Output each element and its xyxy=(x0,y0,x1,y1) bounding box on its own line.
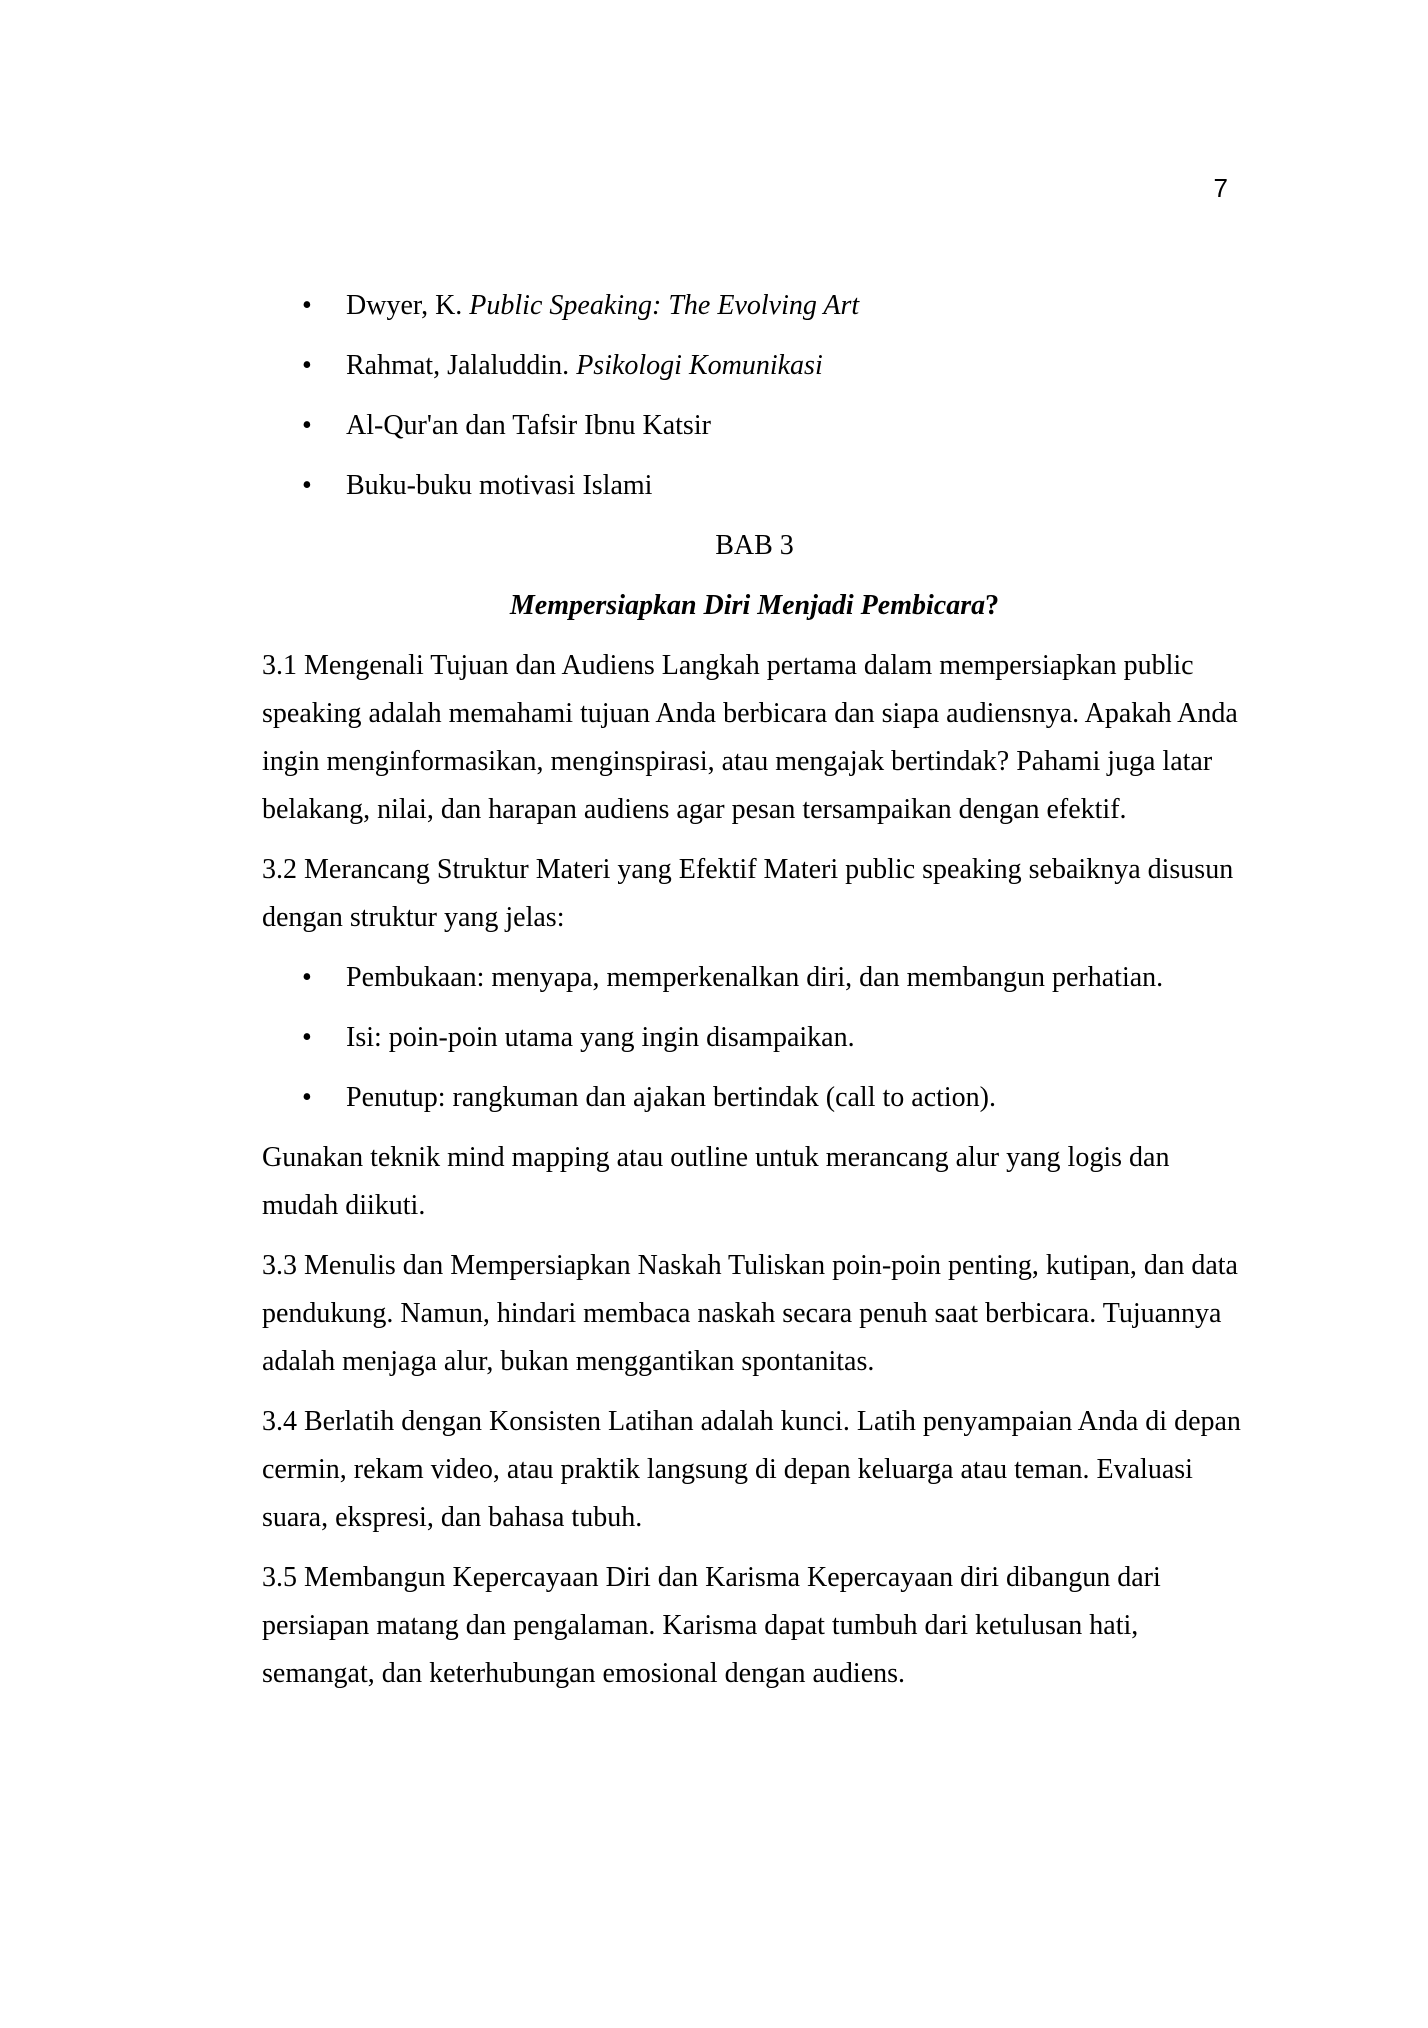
bullet-icon: • xyxy=(302,962,312,993)
structure-note: Gunakan teknik mind mapping atau outline untuk merancang alur yang logis dan mudah diikuti. xyxy=(262,1142,1170,1221)
chapter-title-text: Mempersiapkan Diri Menjadi Pembicara xyxy=(509,590,986,621)
section-3-4: 3.4 Berlatih dengan Konsisten Latihan adalah kunci. Latih penyampaian Anda di depan cermin, rekam video, atau praktik langsung di depan keluarga atau teman. Evaluasi suara, ekspresi, dan bahasa tubuh. xyxy=(262,1406,1241,1533)
reference-item xyxy=(262,402,1247,450)
bullet-icon: • xyxy=(302,1022,312,1053)
reference-item xyxy=(262,282,1247,330)
reference-text: Buku-buku motivasi Islami xyxy=(346,470,653,501)
structure-item xyxy=(262,954,1247,1002)
structure-item-text: Isi: poin-poin utama yang ingin disampaikan. xyxy=(346,1022,855,1053)
structure-item-text: Pembukaan: menyapa, memperkenalkan diri, dan membangun perhatian. xyxy=(346,962,1164,993)
chapter-label: BAB 3 xyxy=(715,530,794,561)
reference-title: Psikologi Komunikasi xyxy=(576,350,823,381)
reference-title: Public Speaking: The Evolving Art xyxy=(469,290,860,321)
chapter-title xyxy=(262,582,1247,630)
page-number: 7 xyxy=(1213,173,1228,203)
structure-list xyxy=(262,954,1247,1122)
reference-item xyxy=(262,342,1247,390)
bullet-icon: • xyxy=(302,410,312,441)
bullet-icon: • xyxy=(302,470,312,501)
chapter-title-suffix: ? xyxy=(985,590,1000,621)
bullet-icon: • xyxy=(302,1082,312,1113)
reference-item xyxy=(262,462,1247,510)
section-3-2: 3.2 Merancang Struktur Materi yang Efektif Materi public speaking sebaiknya disusun dengan struktur yang jelas: xyxy=(262,854,1234,933)
section-3-3: 3.3 Menulis dan Mempersiapkan Naskah Tuliskan poin-poin penting, kutipan, dan data pendukung. Namun, hindari membaca naskah secara penuh saat berbicara. Tujuannya adalah menjaga alur, bukan menggantikan spontanitas. xyxy=(262,1250,1238,1377)
bullet-icon: • xyxy=(302,290,312,321)
structure-item-text: Penutup: rangkuman dan ajakan bertindak (call to action). xyxy=(346,1082,997,1113)
section-3-1: 3.1 Mengenali Tujuan dan Audiens Langkah pertama dalam mempersiapkan public speaking adalah memahami tujuan Anda berbicara dan siapa audiensnya. Apakah Anda ingin menginformasikan, menginspirasi, atau mengajak bertindak? Pahami juga latar belakang, nilai, dan harapan audiens agar pesan tersampaikan dengan efektif. xyxy=(262,650,1238,825)
bullet-icon: • xyxy=(302,350,312,381)
structure-item xyxy=(262,1014,1247,1062)
reference-author: Dwyer, K. xyxy=(346,290,470,321)
page-content xyxy=(262,282,1247,1710)
reference-author: Rahmat, Jalaluddin. xyxy=(346,350,577,381)
reference-list xyxy=(262,282,1247,510)
reference-text: Al-Qur'an dan Tafsir Ibnu Katsir xyxy=(346,410,711,441)
section-3-5: 3.5 Membangun Kepercayaan Diri dan Karisma Kepercayaan diri dibangun dari persiapan matang dan pengalaman. Karisma dapat tumbuh dari ketulusan hati, semangat, dan keterhubungan emosional dengan audiens. xyxy=(262,1562,1161,1689)
structure-item xyxy=(262,1074,1247,1122)
